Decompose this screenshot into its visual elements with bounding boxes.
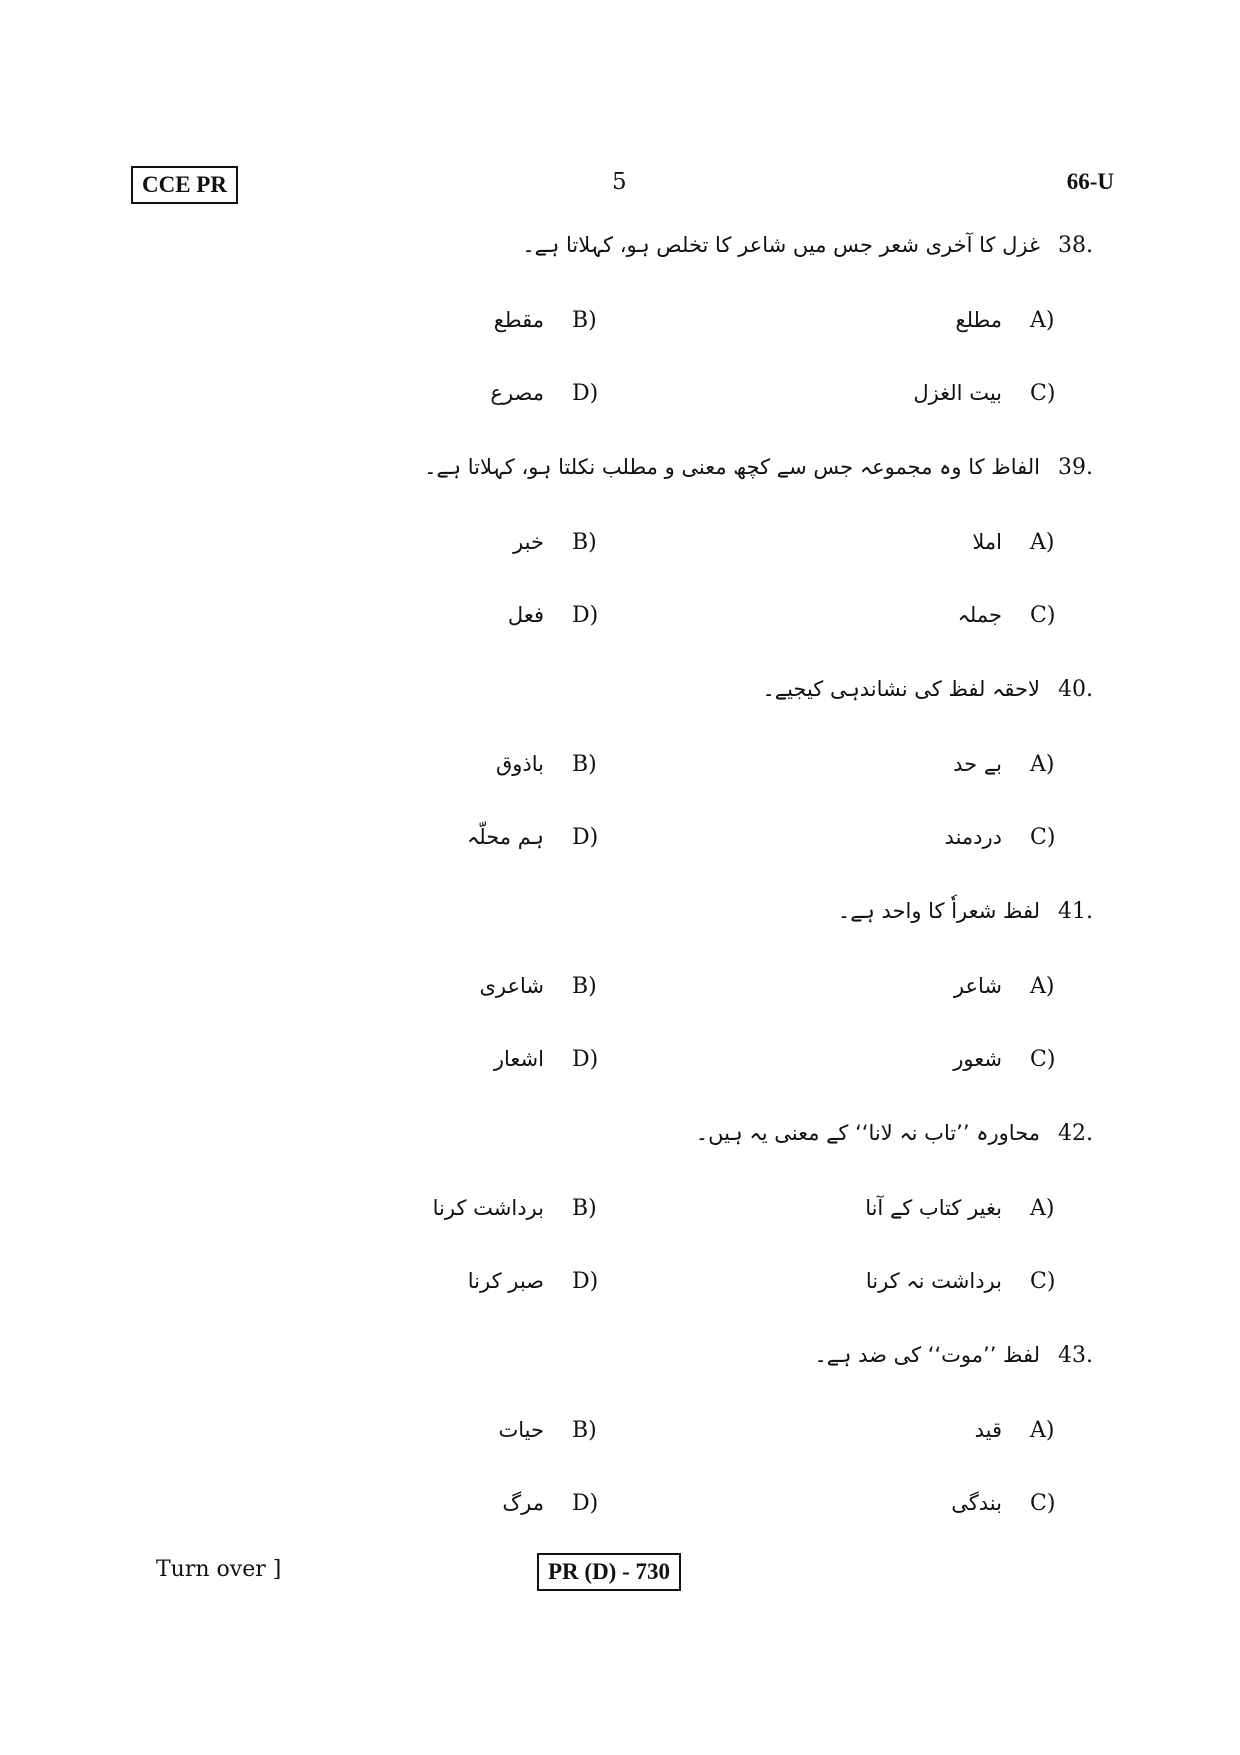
option-text: مصرع	[490, 381, 544, 405]
question-number: 40.	[1058, 676, 1093, 702]
option-text: برداشت کرنا	[432, 1196, 544, 1220]
option-letter: C)	[1030, 824, 1056, 850]
question-42-option-d	[468, 1261, 600, 1301]
question-text: محاورہ ’’تاب نہ لانا‘‘ کے معنی یہ ہیں۔	[695, 1121, 1040, 1145]
page-number: 5	[612, 169, 627, 195]
option-letter: A)	[1030, 973, 1055, 999]
footer-paper-code: PR (D) - 730	[537, 1553, 681, 1591]
question-41-option-a	[954, 966, 1058, 1006]
question-39-option-a	[972, 522, 1058, 562]
option-text: مطلع	[955, 308, 1002, 332]
question-40-option-b	[496, 744, 600, 784]
question-42-option-b	[433, 1188, 600, 1228]
option-letter: B)	[572, 1195, 597, 1221]
question-42-stem	[696, 1113, 1114, 1153]
question-41-stem	[838, 891, 1114, 931]
option-text: املا	[972, 530, 1002, 554]
option-text: بیت الغزل	[913, 381, 1002, 405]
question-38-option-b	[494, 300, 600, 340]
option-letter: B)	[572, 751, 597, 777]
question-38-option-c	[913, 373, 1058, 413]
option-text: فعل	[507, 603, 544, 627]
option-text: ہم محلّہ	[466, 825, 544, 849]
option-letter: B)	[572, 973, 597, 999]
option-letter: B)	[572, 307, 597, 333]
option-text: برداشت نہ کرنا	[865, 1269, 1002, 1293]
option-letter: C)	[1030, 1268, 1056, 1294]
question-42-option-c	[866, 1261, 1058, 1301]
question-text: لفظ شعراٗ کا واحد ہے۔	[837, 899, 1040, 923]
question-38-stem	[522, 225, 1114, 265]
question-40-stem	[762, 669, 1114, 709]
option-letter: C)	[1030, 602, 1056, 628]
option-text: بغیر کتاب کے آنا	[865, 1196, 1002, 1220]
question-43-option-c	[951, 1483, 1058, 1523]
option-letter: D)	[572, 1046, 599, 1072]
option-text: اشعار	[493, 1047, 544, 1071]
option-letter: C)	[1030, 380, 1056, 406]
option-letter: A)	[1030, 1417, 1055, 1443]
option-text: صبر کرنا	[467, 1269, 544, 1293]
question-40-option-a	[953, 744, 1058, 784]
option-text: بے حد	[953, 752, 1002, 776]
question-41-option-c	[953, 1039, 1058, 1079]
option-text: مقطع	[493, 308, 544, 332]
question-number: 41.	[1058, 898, 1093, 924]
question-40-option-c	[945, 817, 1058, 857]
option-letter: D)	[572, 824, 599, 850]
question-43-option-b	[499, 1410, 601, 1450]
option-text: شاعری	[479, 974, 544, 998]
question-41-option-b	[479, 966, 600, 1006]
option-text: جملہ	[957, 603, 1002, 627]
question-39-option-d	[508, 595, 600, 635]
option-letter: C)	[1030, 1490, 1056, 1516]
option-text: بندگی	[951, 1491, 1002, 1515]
option-text: دردمند	[944, 825, 1002, 849]
question-text: لاحقہ لفظ کی نشاندہی کیجیے۔	[762, 677, 1040, 701]
question-text: الفاظ کا وہ مجموعہ جس سے کچھ معنی و مطلب نکلتا ہو، کہلاتا ہے۔	[424, 455, 1040, 479]
option-text: خبر	[513, 530, 544, 554]
question-text: غزل کا آخری شعر جس میں شاعر کا تخلص ہو، کہلاتا ہے۔	[522, 233, 1040, 257]
question-43-stem	[815, 1335, 1115, 1375]
option-letter: D)	[572, 1490, 599, 1516]
question-39-option-b	[513, 522, 600, 562]
option-letter: A)	[1030, 307, 1055, 333]
option-letter: A)	[1030, 529, 1055, 555]
question-39-stem	[424, 447, 1114, 487]
question-number: 39.	[1058, 454, 1093, 480]
question-42-option-a	[865, 1188, 1058, 1228]
option-letter: A)	[1030, 751, 1055, 777]
header-exam-code: CCE PR	[131, 166, 238, 204]
option-letter: D)	[572, 1268, 599, 1294]
paper-code: 66-U	[1066, 169, 1114, 194]
option-letter: C)	[1030, 1046, 1056, 1072]
option-text: مرگ	[502, 1491, 544, 1515]
turn-over-note: Turn over ]	[156, 1557, 282, 1582]
question-number: 42.	[1058, 1120, 1093, 1146]
question-number: 38.	[1058, 232, 1093, 258]
question-40-option-d	[467, 817, 600, 857]
option-text: قید	[974, 1418, 1002, 1442]
option-letter: A)	[1030, 1195, 1055, 1221]
option-text: شاعر	[953, 974, 1002, 998]
option-letter: B)	[572, 529, 597, 555]
option-letter: D)	[572, 380, 599, 406]
option-letter: B)	[572, 1417, 597, 1443]
question-41-option-d	[494, 1039, 600, 1079]
question-number: 43.	[1058, 1342, 1093, 1368]
option-text: حیات	[498, 1418, 544, 1442]
question-43-option-d	[502, 1483, 600, 1523]
question-39-option-c	[958, 595, 1058, 635]
question-38-option-a	[955, 300, 1058, 340]
question-text: لفظ ’’موت‘‘ کی ضد ہے۔	[814, 1343, 1040, 1367]
question-43-option-a	[975, 1410, 1058, 1450]
option-text: باذوق	[495, 752, 544, 776]
option-letter: D)	[572, 602, 599, 628]
option-text: شعور	[953, 1047, 1002, 1071]
question-38-option-d	[490, 373, 600, 413]
